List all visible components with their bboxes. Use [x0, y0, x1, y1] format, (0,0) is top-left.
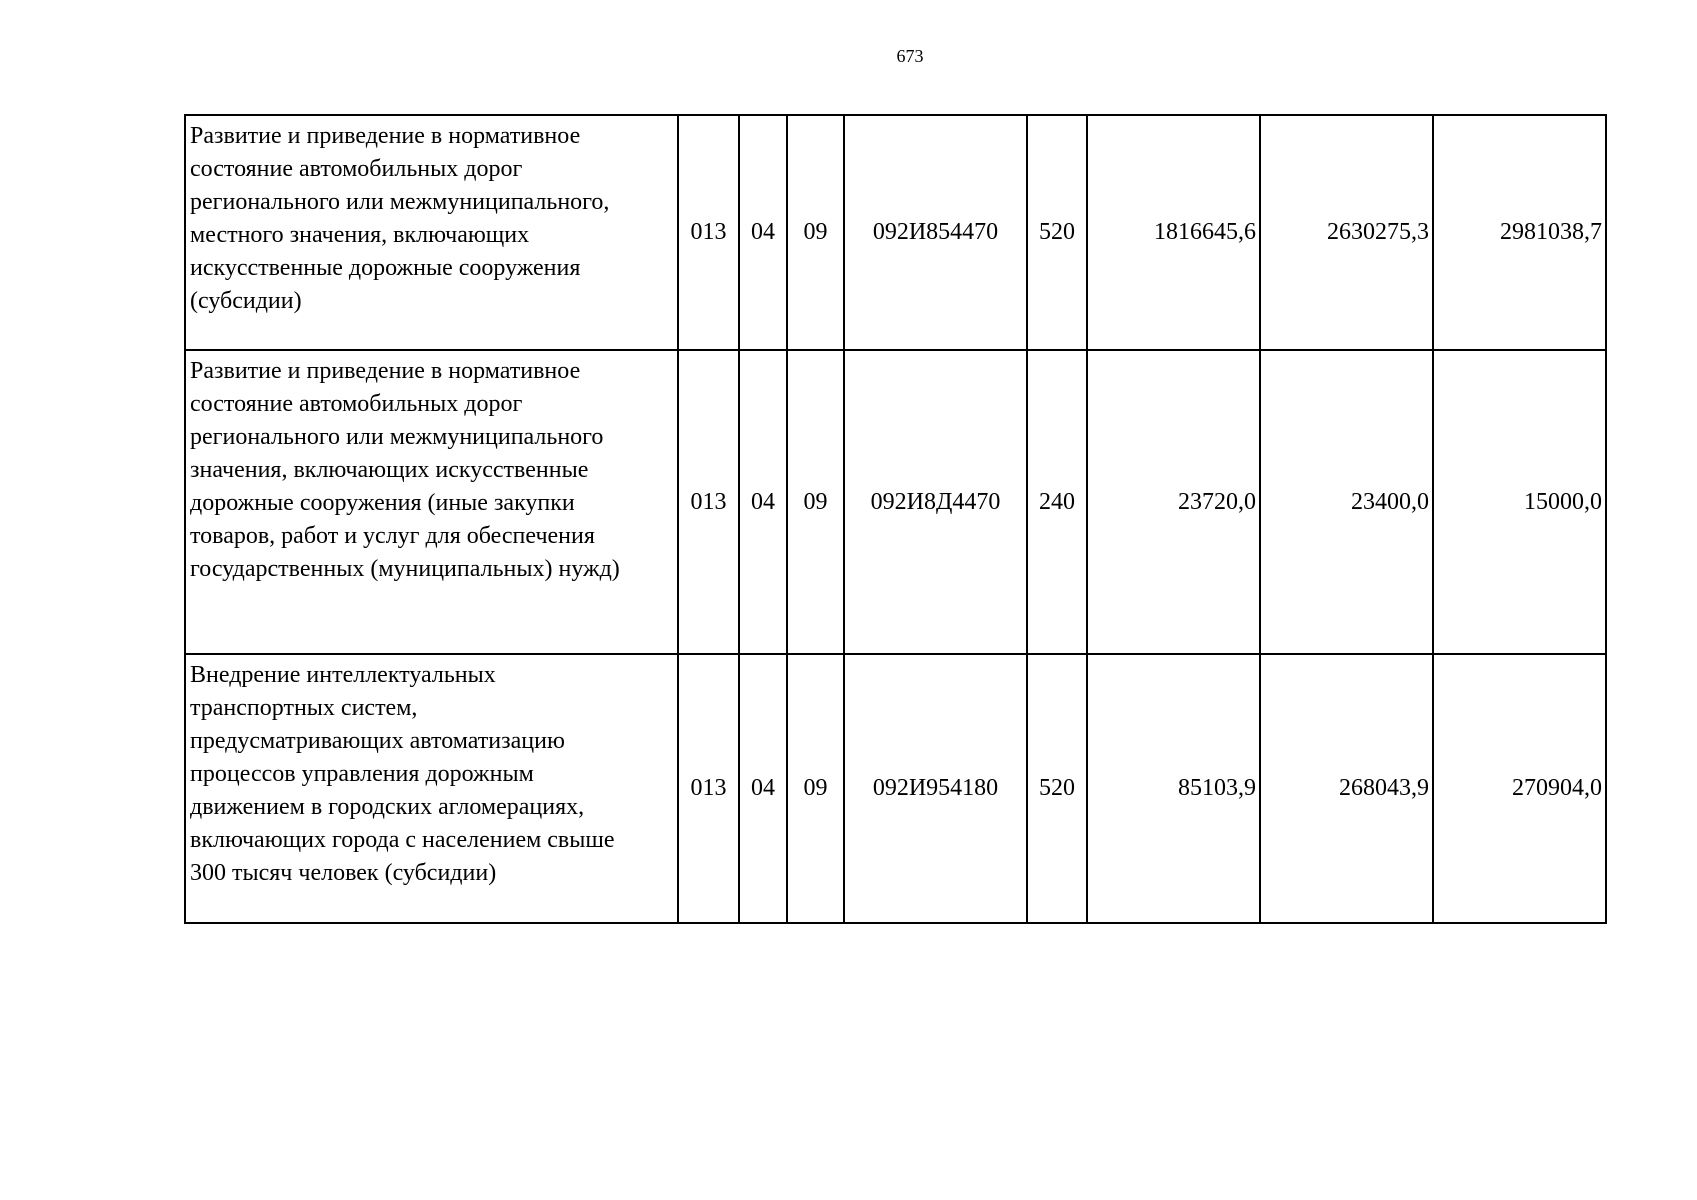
ministry-code: 013: [678, 654, 739, 923]
amount-3: 2981038,7: [1433, 115, 1606, 350]
amount-1: 1816645,6: [1087, 115, 1260, 350]
expense-type-code: 240: [1027, 350, 1087, 654]
expense-type-code: 520: [1027, 654, 1087, 923]
section-code: 04: [739, 350, 787, 654]
table-row: [185, 654, 1606, 923]
subsection-code: 09: [787, 350, 844, 654]
section-code: 04: [739, 654, 787, 923]
section-code: 04: [739, 115, 787, 350]
target-item-code: 092И854470: [844, 115, 1027, 350]
table-row: [185, 115, 1606, 350]
subsection-code: 09: [787, 115, 844, 350]
amount-2: 2630275,3: [1260, 115, 1433, 350]
amount-3: 270904,0: [1433, 654, 1606, 923]
amount-3: 15000,0: [1433, 350, 1606, 654]
amount-1: 23720,0: [1087, 350, 1260, 654]
table-row: [185, 350, 1606, 654]
amount-2: 268043,9: [1260, 654, 1433, 923]
target-item-code: 092И954180: [844, 654, 1027, 923]
page-number: 673: [896, 46, 924, 66]
amount-1: 85103,9: [1087, 654, 1260, 923]
row-description: Развитие и приведение в нормативное состояние автомобильных дорог регионального или межмуниципального, местного значения, включающих искусственные дорожные сооружения (субсидии): [185, 115, 678, 350]
row-description: Внедрение интеллектуальных транспортных систем, предусматривающих автоматизацию процессов управления дорожным движением в городских агломерациях, включающих города с населением свыше 300 тысяч человек (субсидии): [185, 654, 678, 923]
budget-table: [184, 114, 1607, 924]
ministry-code: 013: [678, 350, 739, 654]
amount-2: 23400,0: [1260, 350, 1433, 654]
target-item-code: 092И8Д4470: [844, 350, 1027, 654]
ministry-code: 013: [678, 115, 739, 350]
row-description: Развитие и приведение в нормативное состояние автомобильных дорог регионального или межмуниципального значения, включающих искусственные дорожные сооружения (иные закупки товаров, работ и услуг для обеспечения государственных (муниципальных) нужд): [185, 350, 678, 654]
expense-type-code: 520: [1027, 115, 1087, 350]
subsection-code: 09: [787, 654, 844, 923]
